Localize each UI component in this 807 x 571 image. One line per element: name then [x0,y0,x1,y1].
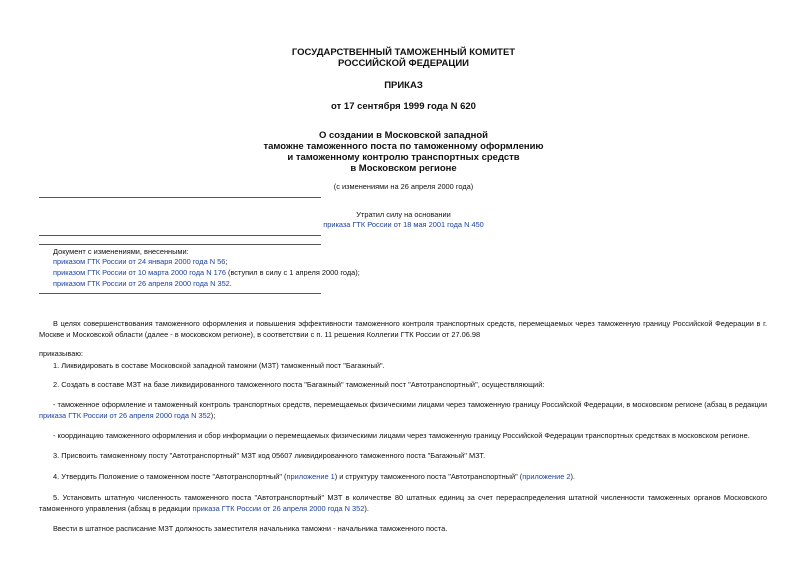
amendment-link[interactable]: приказа ГТК России от 26 апреля 2000 года N 352 [192,504,365,513]
divider [39,235,321,236]
order-item-5 [39,492,767,514]
organization-name-line1: ГОСУДАРСТВЕННЫЙ ТАМОЖЕННЫЙ КОМИТЕТ [291,47,516,58]
order-item-1: 1. Ликвидировать в составе Московской западной таможни (МЗТ) таможенный пост "Багажный". [53,361,385,370]
title-line: О создании в Московской западной [319,130,488,141]
divider [39,197,321,198]
amendment-link[interactable]: приказа ГТК России от 26 апреля 2000 года N 352 [39,411,211,420]
title-line: таможне таможенного поста по таможенному оформлению [263,141,544,152]
title-line: в Московском регионе [350,163,457,174]
paragraph-text: ) и структуру таможенного поста "Автотранспортный" ( [334,472,523,481]
order-item-2a [39,399,767,421]
paragraph-text: - таможенное оформление и таможенный контроль транспортных средств, перемещаемых физическими лицами через таможенную границу Российской Федерации, в московском регионе (абзац в редакции [53,400,767,409]
paragraph-text: 5. Установить штатную численность таможенного поста "Автотранспортный" МЗТ в количестве 80 штатных единиц за счет перераспределения штатной численности таможенных органов Московского таможенного управления (абзац в редакции [39,493,767,513]
divider [39,293,321,294]
order-item-2: 2. Создать в составе МЗТ на базе ликвидированного таможенного поста "Багажный" таможенный пост "Автотранспортный", осуществляющий: [53,380,545,389]
change-suffix: ; [225,257,228,266]
order-item-3: 3. Присвоить таможенному посту "Автотранспортный" МЗТ код 05607 ликвидированного таможенного поста "Багажный" МЗТ. [53,451,486,460]
title-line: и таможенному контролю транспортных средств [287,152,520,163]
appendix-1-link[interactable]: приложение 1 [286,472,335,481]
document-type: ПРИКАЗ [384,80,423,91]
appendix-2-link[interactable]: приложение 2 [522,472,571,481]
invalid-status-link[interactable]: приказа ГТК России от 18 мая 2001 года N 450 [323,220,484,229]
order-item-4 [39,471,767,482]
order-word: приказываю: [39,349,83,358]
change-link[interactable]: приказом ГТК России от 24 января 2000 года N 56 [53,257,226,266]
change-link[interactable]: приказом ГТК России от 26 апреля 2000 года N 352 [53,279,230,288]
change-item [53,268,360,278]
changes-intro: Документ с изменениями, внесенными: [53,247,189,256]
order-item-5-continued: Ввести в штатное расписание МЗТ должность заместителя начальника таможни - начальника таможенного поста. [53,524,448,533]
change-suffix: . [229,279,232,288]
change-link[interactable]: приказом ГТК России от 10 марта 2000 года N 176 [53,268,226,277]
change-item [53,257,227,267]
change-item [53,279,232,289]
change-suffix: (вступил в силу с 1 апреля 2000 года); [225,268,360,277]
paragraph-text: 4. Утвердить Положение о таможенном посте "Автотранспортный" ( [53,472,287,481]
invalid-status-text: Утратил силу на основании [356,210,451,219]
paragraph-end: ). [364,504,369,513]
order-item-2b: - координацию таможенного оформления и сбор информации о перемещаемых физическими лицами через таможенную границу Российской Федерации транспортных средствах в московском регионе. [53,431,750,440]
organization-name-line2: РОССИЙСКОЙ ФЕДЕРАЦИИ [337,58,469,69]
paragraph-end: ); [210,411,216,420]
preamble-paragraph: В целях совершенствования таможенного оформления и повышения эффективности таможенного контроля транспортных средств, перемещаемых через таможенную границу Российской Федерации в г. Москве и Московской области (далее - в московском регионе), в соответствии с п. 11 решения Коллегии ГТК России от 27.06.98 [39,319,767,339]
document-date: от 17 сентября 1999 года N 620 [331,101,476,112]
amendment-note: (с изменениями на 26 апреля 2000 года) [333,182,474,191]
paragraph-end: ). [570,472,575,481]
divider [39,244,321,245]
